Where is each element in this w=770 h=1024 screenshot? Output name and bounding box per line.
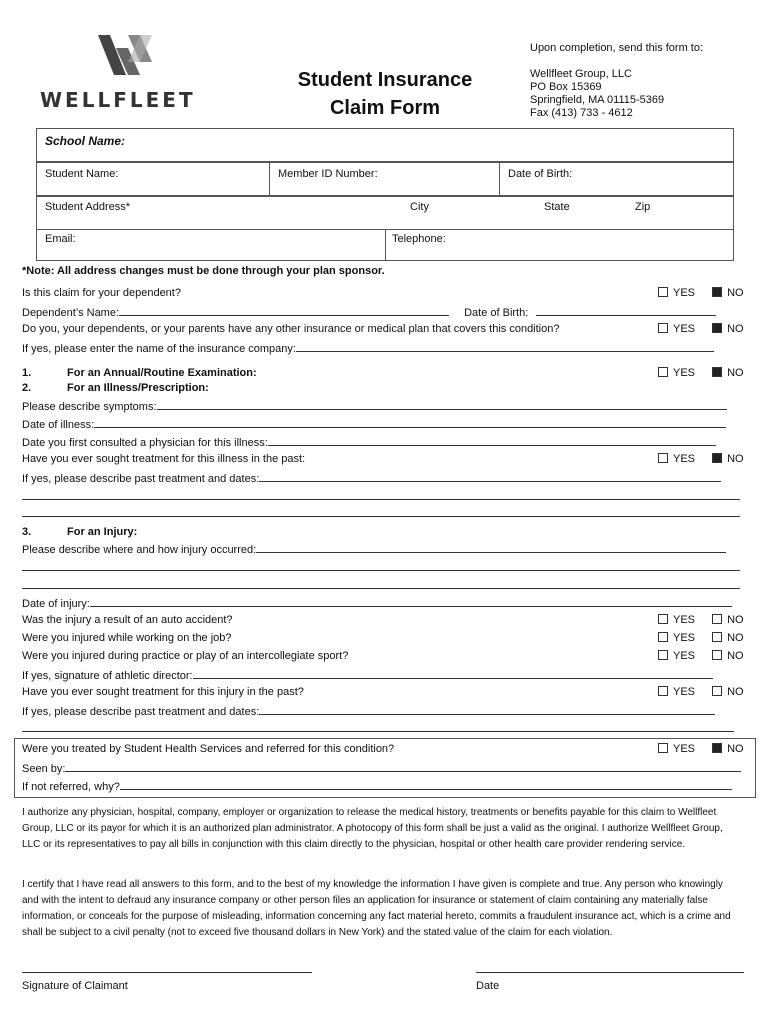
section-2-number: 2.	[22, 382, 32, 394]
athletic-director-label: If yes, signature of athletic director:	[22, 670, 193, 682]
address-change-note: *Note: All address changes must be done through your plan sponsor.	[22, 265, 385, 277]
yes-label: YES	[673, 650, 696, 662]
address-line: PO Box 15369	[530, 81, 602, 93]
no-checkbox[interactable]	[712, 650, 722, 660]
member-id-field[interactable]	[269, 162, 500, 196]
symptoms-label: Please describe symptoms:	[22, 401, 157, 413]
send-to-label: Upon completion, send this form to:	[530, 42, 704, 54]
q-dependent: Is this claim for your dependent?	[22, 287, 181, 299]
email-label: Email:	[45, 233, 76, 245]
injury-desc-input[interactable]	[256, 542, 726, 553]
q-student-health: Were you treated by Student Health Services and referred for this condition?	[22, 743, 395, 755]
section-1-heading	[22, 367, 734, 379]
seen-by-row	[22, 761, 734, 775]
dob-field[interactable]	[499, 162, 734, 196]
illness-date-label: Date of illness:	[22, 419, 95, 431]
injury-desc-row	[22, 542, 734, 556]
past-illness-desc-line[interactable]	[22, 499, 740, 500]
past-injury-desc-input[interactable]	[259, 704, 715, 715]
address-line: Fax (413) 733 - 4612	[530, 107, 633, 119]
past-injury-desc-label: If yes, please describe past treatment and dates:	[22, 706, 260, 718]
no-label: NO	[727, 650, 744, 662]
no-label: NO	[727, 743, 744, 755]
yes-checkbox[interactable]	[658, 650, 668, 660]
injury-desc-label: Please describe where and how injury occurred:	[22, 544, 257, 556]
yes-label: YES	[673, 323, 696, 335]
yes-checkbox[interactable]	[658, 743, 668, 753]
telephone-label: Telephone:	[392, 233, 446, 245]
address-line: Springfield, MA 01115-5369	[530, 94, 665, 106]
illness-date-input[interactable]	[94, 417, 726, 428]
section-1-title: For an Annual/Routine Examination:	[67, 367, 257, 379]
injury-desc-line[interactable]	[22, 570, 740, 571]
symptoms-row	[22, 399, 734, 413]
past-illness-desc-row	[22, 471, 734, 485]
illness-date-row	[22, 417, 734, 431]
signature-label: Signature of Claimant	[22, 980, 128, 992]
date-label: Date	[476, 980, 500, 992]
yes-checkbox[interactable]	[658, 686, 668, 696]
injury-date-row	[22, 596, 734, 610]
yes-label: YES	[673, 686, 696, 698]
brand-name: WELLFLEET	[40, 88, 196, 112]
no-label: NO	[727, 686, 744, 698]
student-address-field[interactable]	[36, 196, 734, 230]
yes-checkbox[interactable]	[658, 287, 668, 297]
no-label: NO	[727, 614, 744, 626]
athletic-director-row	[22, 668, 734, 682]
q-past-injury: Have you ever sought treatment for this injury in the past?	[22, 686, 304, 698]
seen-by-input[interactable]	[65, 761, 741, 772]
injury-desc-line[interactable]	[22, 588, 740, 589]
athletic-director-signature[interactable]	[193, 668, 713, 679]
telephone-field[interactable]	[385, 229, 734, 261]
city-label: City	[410, 201, 429, 213]
signature-line[interactable]	[22, 972, 312, 973]
no-label: NO	[727, 632, 744, 644]
certification-paragraph: I certify that I have read all answers to this form, and to the best of my knowledge the information I have given is complete and true. Any person who knowingly and with the intent to defraud any insurance company or other person files an application for insurance or statement of claim containing any materially false information, or conceals for the purpose of misleading, information concerning any fact material hereto, commits a fraudulent insurance act, which is a crime and shall be subject to a civil penalty (not to exceed five thousand dollars in New York) and the stated value of the claim for each violation.	[22, 879, 731, 938]
state-label: State	[544, 201, 570, 213]
no-checkbox[interactable]	[712, 614, 722, 624]
section-2-title: For an Illness/Prescription:	[67, 382, 209, 394]
no-checkbox[interactable]	[712, 453, 722, 463]
no-checkbox[interactable]	[712, 632, 722, 642]
date-line[interactable]	[476, 972, 744, 973]
yn-dependent	[658, 287, 744, 299]
no-label: NO	[727, 453, 744, 465]
insurance-name-label: If yes, please enter the name of the insurance company:	[22, 343, 296, 355]
mailing-address	[530, 68, 664, 120]
yes-checkbox[interactable]	[658, 453, 668, 463]
yes-label: YES	[673, 287, 696, 299]
not-referred-label: If not referred, why?	[22, 781, 120, 793]
yes-checkbox[interactable]	[658, 614, 668, 624]
school-name-label: School Name:	[45, 134, 126, 148]
email-field[interactable]	[36, 229, 386, 261]
injury-date-label: Date of injury:	[22, 598, 90, 610]
injury-date-input[interactable]	[90, 596, 732, 607]
authorization-paragraph: I authorize any physician, hospital, company, employer or organization to release the medical history, treatments or benefits payable for this claim to Wellfleet Group, LLC or its payor for which it is an authorized plan administrator. A photocopy of this form shall be just a valid as the original. I authorize Wellfleet Group, LLC or its representatives to pay all bills in conjunction with this claim directly to the physician, hospital or other health care provider rendering service.	[22, 807, 723, 850]
no-checkbox[interactable]	[712, 287, 722, 297]
title-line-2: Claim Form	[329, 97, 441, 119]
yn-on-job	[658, 632, 744, 644]
q-on-job: Were you injured while working on the job?	[22, 632, 232, 644]
no-checkbox[interactable]	[712, 323, 722, 333]
no-label: NO	[727, 287, 744, 299]
zip-label: Zip	[635, 201, 651, 213]
consult-date-row	[22, 435, 734, 449]
no-label: NO	[727, 367, 744, 379]
yes-label: YES	[673, 632, 696, 644]
member-id-label: Member ID Number:	[278, 168, 378, 180]
no-checkbox[interactable]	[712, 686, 722, 696]
title-line-1: Student Insurance	[297, 69, 473, 91]
section-3-title: For an Injury:	[67, 526, 138, 538]
yes-checkbox[interactable]	[658, 323, 668, 333]
yn-auto-accident	[658, 614, 744, 626]
yes-label: YES	[673, 743, 696, 755]
past-illness-desc-input[interactable]	[259, 471, 721, 482]
consult-date-input[interactable]	[268, 435, 716, 446]
address-line: Wellfleet Group, LLC	[530, 68, 632, 80]
q-other-insurance: Do you, your dependents, or your parents have any other insurance or medical plan that covers this condition?	[22, 323, 560, 335]
dependent-name-row	[22, 305, 734, 319]
dependent-dob-input[interactable]	[536, 305, 716, 316]
no-label: NO	[727, 323, 744, 335]
section-3-number: 3.	[22, 526, 32, 538]
q-auto-accident: Was the injury a result of an auto accident?	[22, 614, 233, 626]
yes-checkbox[interactable]	[658, 632, 668, 642]
section-2-heading	[22, 382, 734, 394]
insurance-name-row	[22, 341, 734, 355]
yes-label: YES	[673, 367, 696, 379]
past-illness-desc-line[interactable]	[22, 516, 740, 517]
not-referred-row	[22, 779, 734, 793]
dob-label: Date of Birth:	[508, 168, 573, 180]
section-3-heading	[22, 526, 734, 538]
form-title	[280, 66, 490, 122]
yes-label: YES	[673, 614, 696, 626]
dependent-name-input[interactable]	[119, 305, 449, 316]
dependent-name-label: Dependent’s Name:	[22, 307, 120, 319]
not-referred-input[interactable]	[120, 779, 732, 790]
past-injury-desc-line[interactable]	[22, 731, 734, 732]
logo-mark-icon	[40, 30, 210, 88]
yn-past-illness	[658, 453, 744, 465]
seen-by-label: Seen by:	[22, 763, 66, 775]
yn-past-injury	[658, 686, 744, 698]
school-name-field[interactable]	[36, 128, 734, 162]
yn-other-insurance	[658, 323, 744, 335]
dependent-dob-label: Date of Birth:	[464, 307, 529, 319]
yn-student-health	[658, 743, 744, 755]
address-label: Student Address*	[45, 201, 131, 213]
symptoms-input[interactable]	[157, 399, 727, 410]
no-checkbox[interactable]	[712, 367, 722, 377]
consult-date-label: Date you first consulted a physician for this illness:	[22, 437, 268, 449]
q-past-illness: Have you ever sought treatment for this illness in the past:	[22, 453, 306, 465]
student-name-label: Student Name:	[45, 168, 119, 180]
past-illness-desc-label: If yes, please describe past treatment and dates:	[22, 473, 260, 485]
wellfleet-logo	[40, 30, 210, 110]
q-intercollegiate-sport: Were you injured during practice or play of an intercollegiate sport?	[22, 650, 349, 662]
past-injury-desc-row	[22, 704, 734, 718]
yes-label: YES	[673, 453, 696, 465]
insurance-name-input[interactable]	[296, 341, 714, 352]
yn-intercollegiate-sport	[658, 650, 744, 662]
section-1-number: 1.	[22, 367, 32, 379]
yn-annual-exam	[658, 367, 744, 379]
yes-checkbox[interactable]	[658, 367, 668, 377]
student-name-field[interactable]	[36, 162, 270, 196]
no-checkbox[interactable]	[712, 743, 722, 753]
